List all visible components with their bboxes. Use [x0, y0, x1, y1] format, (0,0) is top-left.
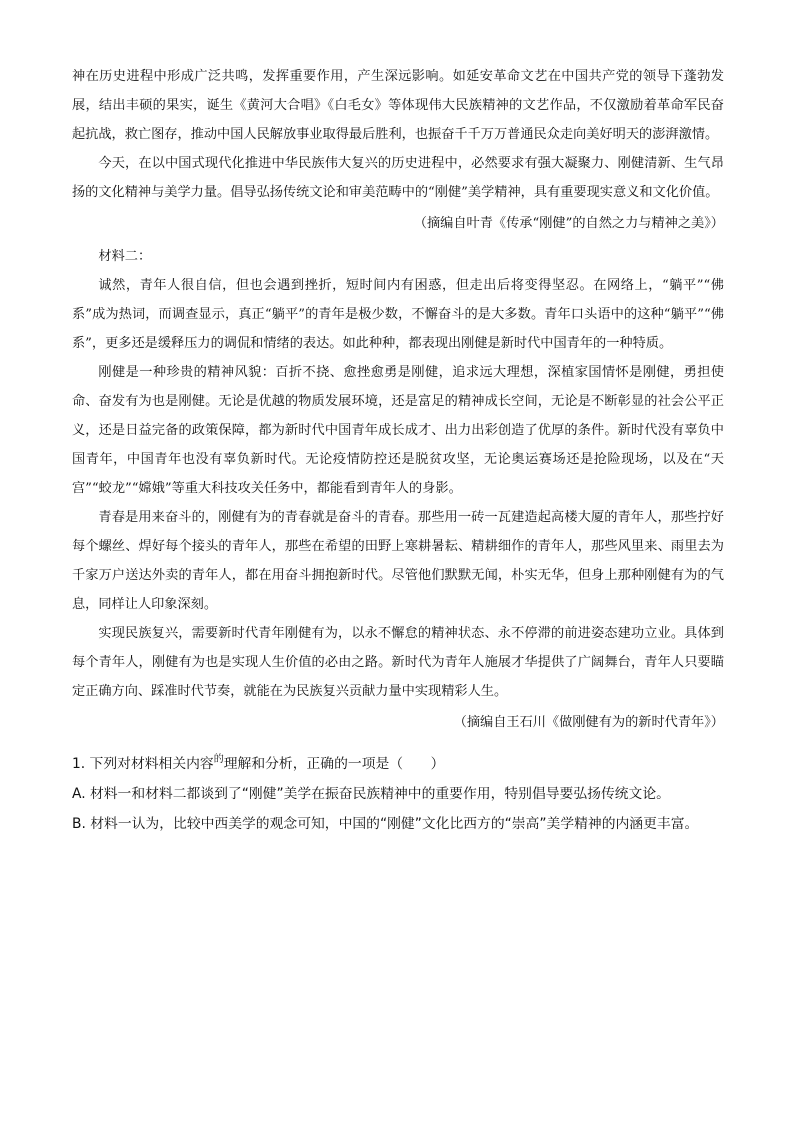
material2-paragraph-4: 实现民族复兴，需要新时代青年刚健有为，以永不懈怠的精神状态、永不停滞的前进姿态建功立业。具体到每个青年人，刚健有为也是实现人生价值的必由之路。新时代为青年人施展才华提供了广阔舞台，青年人只要瞄定正确方向、踩准时代节奏，就能在为民族复兴贡献力量中实现精彩人生。: [72, 626, 724, 699]
material1-source: （摘编自叶青《传承“刚健”的自然之力与精神之美》）: [413, 216, 724, 231]
question-1-option-b: B. 材料一认为，比较中西美学的观念可知，中国的“刚健”文化比西方的“崇高”美学精神的内涵更丰富。: [72, 816, 699, 832]
material2-paragraph-1: 诚然，青年人很自信，但也会遇到挫折，短时间内有困惑，但走出后将变得坚忍。在网络上，“躺平”“佛系”成为热词，而调查显示，真正“躺平”的青年是极少数，不懈奋斗的是大多数。青年口头语中的这种“躺平”“佛系”，更多还是缓释压力的调侃和情绪的表达。如此种种，都表现出刚健是新时代中国青年的一种特质。: [72, 278, 724, 351]
material2-paragraph-2: 刚健是一种珍贵的精神风貌：百折不挠、愈挫愈勇是刚健，追求远大理想，深植家国情怀是刚健，勇担使命、奋发有为也是刚健。无论是优越的物质发展环境，还是富足的精神成长空间，无论是不断彰显的社会公平正义，还是日益完备的政策保障，都为新时代中国青年成长成才、出力出彩创造了优厚的条件。新时代没有辜负中国青年，中国青年也没有辜负新时代。无论疫情防控还是脱贫攻坚，无论奥运赛场还是抢险现场，以及在“天宫”“蛟龙”“嫦娥”等重大科技攻关任务中，都能看到青年人的身影。: [72, 365, 724, 496]
material1-paragraph-today: 今天，在以中国式现代化推进中华民族伟大复兴的历史进程中，必然要求有强大凝聚力、刚健清新、生气昂扬的文化精神与美学力量。倡导弘扬传统文论和审美范畴中的“刚健”美学精神，具有重要现实意义和文化价值。: [72, 156, 724, 200]
material2-paragraph-3: 青春是用来奋斗的，刚健有为的青春就是奋斗的青春。那些用一砖一瓦建造起高楼大厦的青年人，那些拧好每个螺丝、焊好每个接头的青年人，那些在希望的田野上寒耕暑耘、精耕细作的青年人，那些风里来、雨里去为千家万户送达外卖的青年人，都在用奋斗拥抱新时代。尽管他们默默无闻，朴实无华，但身上那种刚健有为的气息，同样让人印象深刻。: [72, 510, 724, 612]
material2-source: （摘编自王石川《做刚健有为的新时代青年》）: [453, 715, 724, 730]
document-page: [72, 62, 724, 839]
question-1-stem-after: 理解和分析，正确的一项是（ ）: [223, 756, 445, 772]
question-1-stem-sup: 的: [213, 754, 224, 765]
question-1-stem: [72, 745, 724, 779]
question-1-stem-before: 1. 下列对材料相关内容: [72, 756, 214, 772]
question-1-option-a: A. 材料一和材料二都谈到了“刚健”美学在振奋民族精神中的重要作用，特别倡导要弘扬传统文论。: [72, 786, 670, 802]
material2-heading: 材料二：: [98, 249, 152, 264]
material1-paragraph-continuation: 神在历史进程中形成广泛共鸣，发挥重要作用，产生深远影响。如延安革命文艺在中国共产党的领导下蓬勃发展，结出丰硕的果实，诞生《黄河大合唱》《白毛女》等体现伟大民族精神的文艺作品，不仅激励着革命军民奋起抗战，救亡图存，推动中国人民解放事业取得最后胜利，也振奋千千万万普通民众走向美好明天的澎湃激情。: [72, 69, 724, 142]
